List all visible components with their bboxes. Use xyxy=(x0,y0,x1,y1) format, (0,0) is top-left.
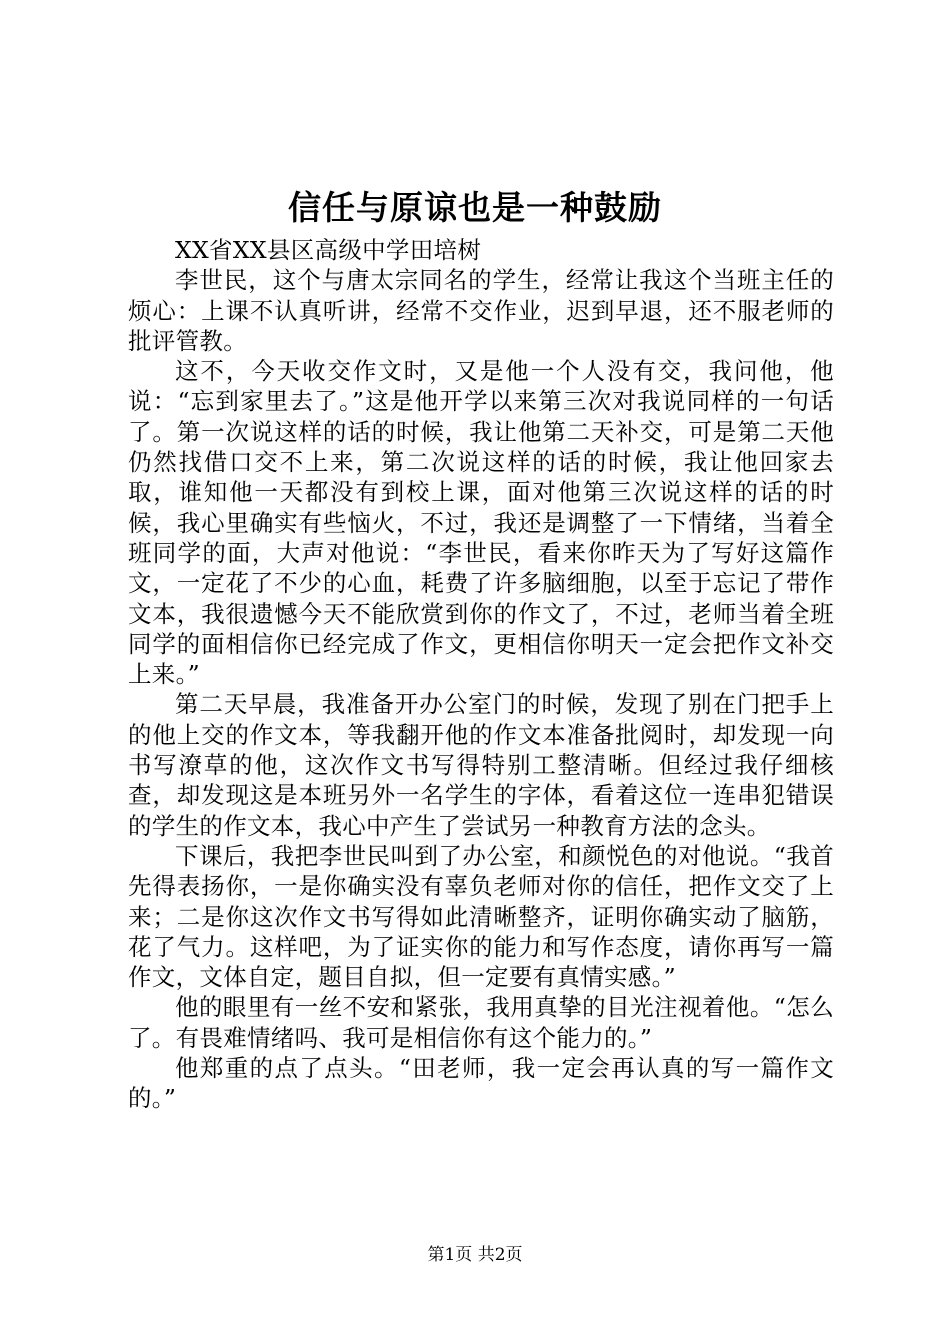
paragraph: 李世民，这个与唐太宗同名的学生，经常让我这个当班主任的烦心：上课不认真听讲，经常不交作业，迟到早退，还不服老师的批评管教。 xyxy=(128,266,834,355)
author-line: XX省XX县区高级中学田培树 xyxy=(175,236,482,264)
page-footer: 第1页 共2页 xyxy=(427,1245,523,1265)
document-title: 信任与原谅也是一种鼓励 xyxy=(288,188,662,227)
paragraph: 他郑重的点了点头。“田老师，我一定会再认真的写一篇作文的。” xyxy=(128,1054,834,1113)
document-body xyxy=(128,235,834,1114)
paragraph: 下课后，我把李世民叫到了办公室，和颜悦色的对他说。“我首先得表扬你，一是你确实没有辜负老师对你的信任，把作文交了上来；二是你这次作文书写得如此清晰整齐，证明你确实动了脑筋，花了气力。这样吧，为了证实你的能力和写作态度，请你再写一篇作文，文体自定，题目自拟，但一定要有真情实感。” xyxy=(128,841,834,992)
paragraph: 他的眼里有一丝不安和紧张，我用真挚的目光注视着他。“怎么了。有畏难情绪吗、我可是相信你有这个能力的。” xyxy=(128,993,834,1052)
paragraph: 第二天早晨，我准备开办公室门的时候，发现了别在门把手上的他上交的作文本，等我翻开他的作文本准备批阅时，却发现一向书写潦草的他，这次作文书写得特别工整清晰。但经过我仔细核查，却发现这是本班另外一名学生的字体，看着这位一连串犯错误的学生的作文本，我心中产生了尝试另一种教育方法的念头。 xyxy=(128,690,834,840)
paragraph: 这不，今天收交作文时，又是他一个人没有交，我问他，他说：“忘到家里去了。”这是他开学以来第三次对我说同样的一句话了。第一次说这样的话的时候，我让他第二天补交，可是第二天他仍然找借口交不上来，第二次说这样的话的时候，我让他回家去取，谁知他一天都没有到校上课，面对他第三次说这样的话的时候，我心里确实有些恼火，不过，我还是调整了一下情绪，当着全班同学的面，大声对他说：“李世民，看来你昨天为了写好这篇作文，一定花了不少的心血，耗费了许多脑细胞，以至于忘记了带作文本，我很遗憾今天不能欣赏到你的作文了，不过，老师当着全班同学的面相信你已经完成了作文，更相信你明天一定会把作文补交上来。” xyxy=(128,357,834,689)
